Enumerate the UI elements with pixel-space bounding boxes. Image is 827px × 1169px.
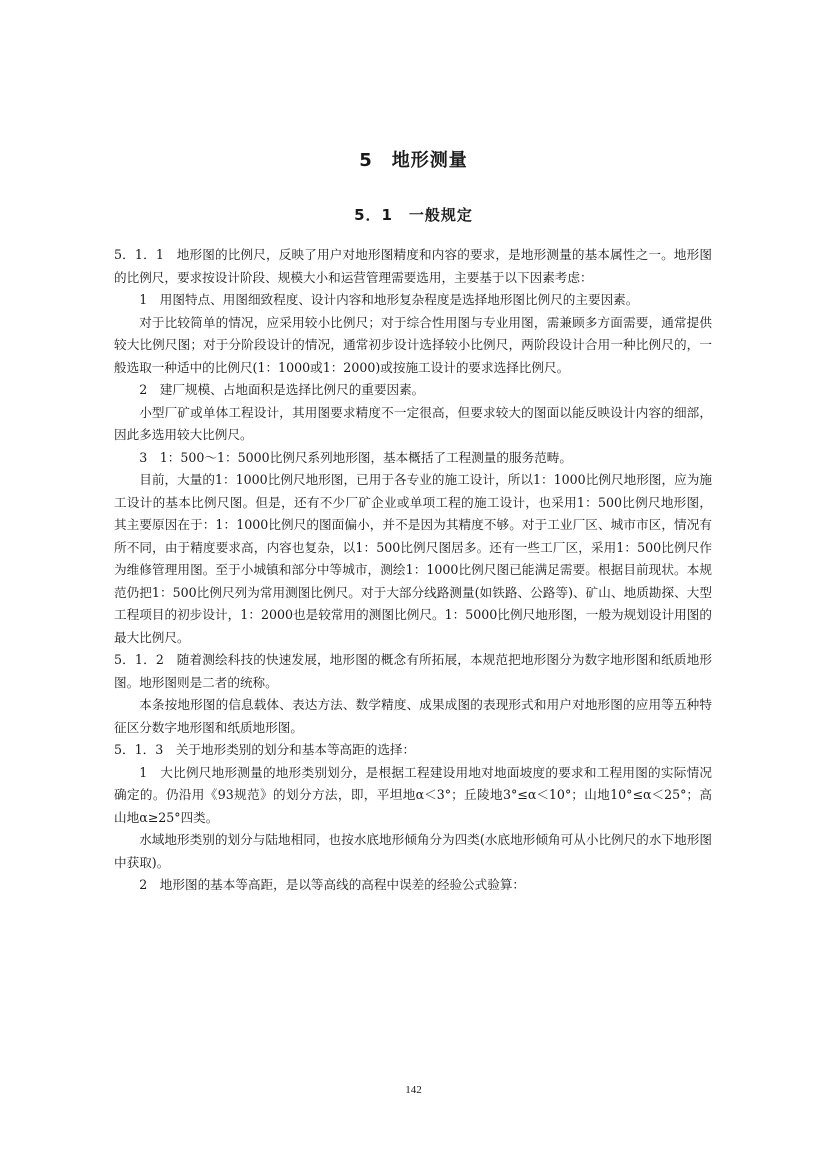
page-number: 142 [405, 1084, 422, 1096]
section-title: 5．1 一般规定 [354, 206, 473, 224]
paragraph-item-1: 1 用图特点、用图细致程度、设计内容和地形复杂程度是选择地形图比例尺的主要因素。 [139, 292, 639, 307]
body-text [114, 244, 712, 897]
paragraph-item-2: 2 建厂规模、占地面积是选择比例尺的重要因素。 [139, 382, 425, 397]
paragraph: 目前，大量的1：1000比例尺地形图，已用于各专业的施工设计，所以1：1000比例尺地形图，应为施工设计的基本比例尺图。但是，还有不少厂矿企业或单项工程的施工设计，也采用1：500比例尺地形图，其主要原因在于：1：1000比例尺的图面偏小，并不是因为其精度不够。对于工业厂区、城市市区，情况有所不同，由于精度要求高，内容也复杂，以1：500比例尺图居多。还有一些工厂区，采用1：500比例尺作为维修管理用图。至于小城镇和部分中等城市，测绘1：1000比例尺图已能满足需要。根据目前现状。本规范仍把1：500比例尺列为常用测图比例尺。对于大部分线路测量(如铁路、公路等)、矿山、地质勘探、大型工程项目的初步设计，1：2000也是较常用的测图比例尺。1：5000比例尺地形图，一般为规划设计用图的最大比例尺。 [114, 472, 712, 645]
paragraph-item-3: 3 1：500～1：5000比例尺系列地形图，基本概括了工程测量的服务范畴。 [139, 449, 572, 465]
paragraph-item-2: 2 地形图的基本等高距，是以等高线的高程中误差的经验公式验算： [139, 877, 526, 892]
paragraph-5-1-3: 5．1．3 关于地形类别的划分和基本等高距的选择： [114, 742, 416, 757]
paragraph: 水域地形类别的划分与陆地相同，也按水底地形倾角分为四类(水底地形倾角可从小比例尺的水下地形图中获取)。 [114, 832, 712, 870]
paragraph-5-1-2: 5．1．2 随着测绘科技的快速发展，地形图的概念有所拓展，本规范把地形图分为数字地形图和纸质地形图。地形图则是二者的统称。 [114, 652, 712, 690]
paragraph: 小型厂矿或单体工程设计，其用图要求精度不一定很高，但要求较大的图面以能反映设计内容的细部，因此多选用较大比例尺。 [114, 404, 712, 442]
paragraph: 本条按地形图的信息载体、表达方法、数学精度、成果成图的表现形式和用户对地形图的应用等五种特征区分数字地形图和纸质地形图。 [114, 697, 712, 735]
chapter-title: 5 地形测量 [359, 150, 468, 171]
paragraph-5-1-1: 5．1．1 地形图的比例尺，反映了用户对地形图精度和内容的要求，是地形测量的基本属性之一。地形图的比例尺，要求按设计阶段、规模大小和运营管理需要选用，主要基于以下因素考虑： [114, 247, 712, 285]
paragraph: 对于比较简单的情况，应采用较小比例尺；对于综合性用图与专业用图，需兼顾多方面需要，通常提供较大比例尺图；对于分阶段设计的情况，通常初步设计选择较小比例尺，两阶段设计合用一种比例尺的，一般选取一种适中的比例尺(1：1000或1：2000)或按施工设计的要求选择比例尺。 [114, 314, 712, 375]
paragraph-item-1: 1 大比例尺地形测量的地形类别划分，是根据工程建设用地对地面坡度的要求和工程用图的实际情况确定的。仍沿用《93规范》的划分方法，即，平坦地α＜3°；丘陵地3°≤α＜10°；山地10°≤α＜25°；高山地α≥25°四类。 [114, 764, 712, 825]
